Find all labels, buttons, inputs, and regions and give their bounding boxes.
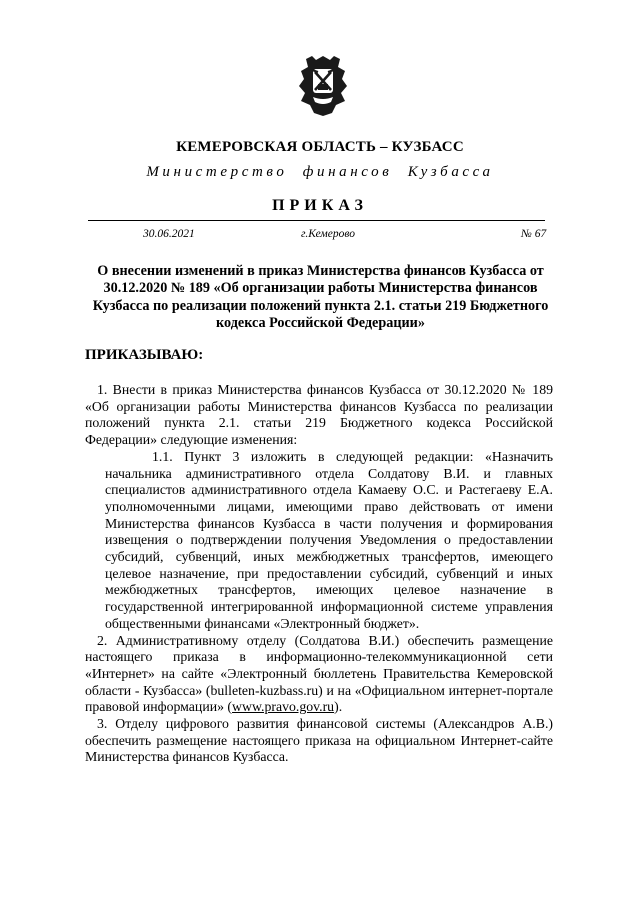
document-body (85, 382, 553, 766)
document-number: № 67 (521, 228, 547, 240)
ministry-heading: Министерство финансов Кузбасса (146, 164, 494, 180)
region-heading: КЕМЕРОВСКАЯ ОБЛАСТЬ – КУЗБАСС (176, 139, 464, 155)
clause-1: 1. Внести в приказ Министерства финансов Кузбасса от 30.12.2020 № 189 «Об организации работы Министерства финансов Кузбасса по реализации положений пункта 2.1. статьи 219 Бюджетного кодекса Российской Федерации» следующие изменения: (85, 382, 553, 448)
kuzbass-coat-of-arms-icon (298, 55, 348, 117)
pravo-link[interactable]: www.pravo.gov.ru (232, 699, 335, 715)
clause-2-end: ). (334, 699, 343, 715)
clause-2 (85, 633, 553, 717)
clause-2-text: 2. Административному отделу (Солдатова В.И.) обеспечить размещение настоящего приказа в информационно-телекоммуникационной сети «Интернет» на сайте «Электронный бюллетень Правительства Кемеровской области - Кузбасса» (bulleten-kuzbass.ru) и на «Официальном интернет-портале правовой информации» ( (85, 632, 553, 715)
document-type: ПРИКАЗ (272, 197, 368, 214)
clause-1-1: 1.1. Пункт 3 изложить в следующей редакции: «Назначить начальника административного отдела Солдатову В.И. и главных специалистов административного отдела Камаеву О.С. и Растегаеву Е.А. уполномоченными лицами, имеющими право действовать от имени Министерства финансов Кузбасса в части получения и формирования извещения о подтверждении получения Уведомления о предоставлении субсидий, субвенций, иных межбюджетных трансфертов, имеющего целевое назначение, при предоставлении субсидий, субвенций и иных межбюджетных трансфертов, имеющих целевое назначение в государственной интегрированной информационной системе управления общественными финансами «Электронный бюджет». (105, 448, 553, 631)
document-date: 30.06.2021 (143, 228, 195, 240)
header-divider (88, 220, 545, 221)
document-city: г.Кемерово (301, 228, 355, 240)
decree-heading: ПРИКАЗЫВАЮ: (85, 347, 204, 363)
clause-3: 3. Отделу цифрового развития финансовой системы (Александров А.В.) обеспечить размещение настоящего приказа на официальном Интернет-сайте Министерства финансов Кузбасса. (85, 716, 553, 765)
document-subject: О внесении изменений в приказ Министерства финансов Кузбасса от 30.12.2020 № 189 «Об организации работы Министерства финансов Кузбасса по реализации положений пункта 2.1. статьи 219 Бюджетного кодекса Российской Федерации» (92, 263, 549, 332)
